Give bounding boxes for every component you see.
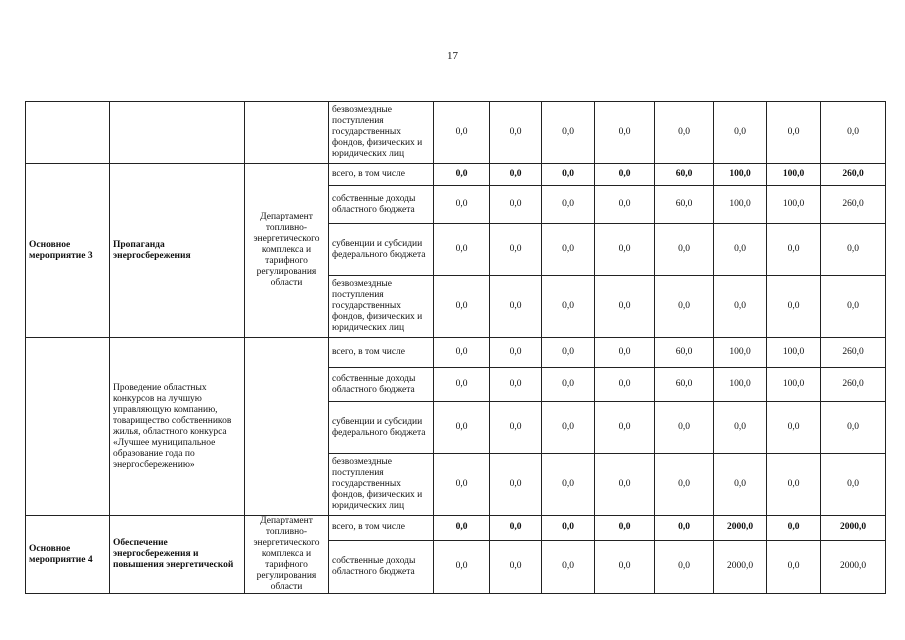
value-cell: 0,0 xyxy=(542,368,595,402)
value-cell: 0,0 xyxy=(542,276,595,338)
value-cell: 2000,0 xyxy=(821,516,886,541)
value-cell: 0,0 xyxy=(434,540,490,593)
value-cell: 0,0 xyxy=(542,164,595,186)
budget-table xyxy=(25,101,886,594)
value-cell: 0,0 xyxy=(490,276,542,338)
value-cell: 0,0 xyxy=(542,224,595,276)
value-cell: 0,0 xyxy=(767,454,821,516)
table-row xyxy=(26,516,886,541)
value-cell: 0,0 xyxy=(434,224,490,276)
value-cell: 0,0 xyxy=(767,102,821,164)
value-cell: 0,0 xyxy=(490,368,542,402)
funding-source-cell: субвенции и субсидии федерального бюджета xyxy=(329,402,434,454)
page-number: 17 xyxy=(447,50,458,62)
value-cell: 0,0 xyxy=(434,368,490,402)
value-cell: 0,0 xyxy=(595,164,655,186)
value-cell: 60,0 xyxy=(655,186,714,224)
value-cell: 260,0 xyxy=(821,338,886,368)
value-cell: 0,0 xyxy=(490,164,542,186)
value-cell: 0,0 xyxy=(434,454,490,516)
value-cell: 0,0 xyxy=(490,338,542,368)
funding-source-cell: безвозмездные поступления государственных фондов, физических и юридических лиц xyxy=(329,454,434,516)
value-cell: 0,0 xyxy=(595,454,655,516)
value-cell: 0,0 xyxy=(714,402,767,454)
funding-source-cell: всего, в том числе xyxy=(329,164,434,186)
value-cell: 100,0 xyxy=(767,164,821,186)
value-cell: 260,0 xyxy=(821,368,886,402)
value-cell: 0,0 xyxy=(542,516,595,541)
value-cell: 0,0 xyxy=(490,186,542,224)
value-cell: 0,0 xyxy=(767,540,821,593)
value-cell: 0,0 xyxy=(434,516,490,541)
value-cell: 0,0 xyxy=(595,186,655,224)
value-cell: 260,0 xyxy=(821,164,886,186)
value-cell: 0,0 xyxy=(595,516,655,541)
value-cell: 0,0 xyxy=(542,338,595,368)
measure-name-cell xyxy=(110,102,245,164)
value-cell: 0,0 xyxy=(490,224,542,276)
value-cell: 0,0 xyxy=(821,276,886,338)
funding-source-cell: безвозмездные поступления государственных фондов, физических и юридических лиц xyxy=(329,102,434,164)
value-cell: 0,0 xyxy=(655,224,714,276)
value-cell: 2000,0 xyxy=(714,516,767,541)
value-cell: 0,0 xyxy=(714,454,767,516)
table-row xyxy=(26,338,886,368)
value-cell: 0,0 xyxy=(490,540,542,593)
value-cell: 0,0 xyxy=(821,224,886,276)
value-cell: 0,0 xyxy=(542,186,595,224)
value-cell: 0,0 xyxy=(655,540,714,593)
responsible-department-cell xyxy=(245,102,329,164)
value-cell: 0,0 xyxy=(595,540,655,593)
value-cell: 0,0 xyxy=(655,516,714,541)
value-cell: 0,0 xyxy=(655,402,714,454)
value-cell: 0,0 xyxy=(434,102,490,164)
value-cell: 0,0 xyxy=(434,186,490,224)
value-cell: 0,0 xyxy=(767,276,821,338)
responsible-department-cell: Департамент топливно-энергетического комплекса и тарифного регулирования области xyxy=(245,164,329,338)
value-cell: 0,0 xyxy=(434,276,490,338)
funding-source-cell: всего, в том числе xyxy=(329,516,434,541)
value-cell: 0,0 xyxy=(595,224,655,276)
funding-source-cell: собственные доходы областного бюджета xyxy=(329,368,434,402)
value-cell: 60,0 xyxy=(655,338,714,368)
value-cell: 2000,0 xyxy=(714,540,767,593)
value-cell: 0,0 xyxy=(595,368,655,402)
responsible-department-cell: Департамент топливно-энергетического комплекса и тарифного регулирования области xyxy=(245,516,329,594)
value-cell: 0,0 xyxy=(434,338,490,368)
value-cell: 100,0 xyxy=(714,338,767,368)
value-cell: 0,0 xyxy=(595,402,655,454)
value-cell: 0,0 xyxy=(821,102,886,164)
value-cell: 0,0 xyxy=(655,276,714,338)
value-cell: 0,0 xyxy=(821,402,886,454)
funding-source-cell: безвозмездные поступления государственных фондов, физических и юридических лиц xyxy=(329,276,434,338)
responsible-department-cell xyxy=(245,338,329,516)
value-cell: 0,0 xyxy=(490,454,542,516)
measure-name-cell: Проведение областных конкурсов на лучшую управляющую компанию, товарищество собственников жилья, областного конкурса «Лучшее муниципальное образование года по энергосбережению» xyxy=(110,338,245,516)
value-cell: 0,0 xyxy=(434,402,490,454)
funding-source-cell: всего, в том числе xyxy=(329,338,434,368)
measure-code-cell xyxy=(26,102,110,164)
value-cell: 0,0 xyxy=(767,402,821,454)
value-cell: 100,0 xyxy=(714,368,767,402)
value-cell: 0,0 xyxy=(714,276,767,338)
value-cell: 0,0 xyxy=(490,402,542,454)
value-cell: 0,0 xyxy=(767,224,821,276)
measure-code-cell: Основное мероприятие 4 xyxy=(26,516,110,594)
value-cell: 100,0 xyxy=(767,186,821,224)
funding-source-cell: субвенции и субсидии федерального бюджета xyxy=(329,224,434,276)
funding-source-cell: собственные доходы областного бюджета xyxy=(329,186,434,224)
value-cell: 100,0 xyxy=(767,338,821,368)
value-cell: 0,0 xyxy=(434,164,490,186)
funding-source-cell: собственные доходы областного бюджета xyxy=(329,540,434,593)
value-cell: 100,0 xyxy=(714,186,767,224)
measure-code-cell: Основное мероприятие 3 xyxy=(26,164,110,338)
measure-name-cell: Обеспечение энергосбережения и повышения энергетической xyxy=(110,516,245,594)
value-cell: 0,0 xyxy=(490,102,542,164)
value-cell: 0,0 xyxy=(542,402,595,454)
table-row xyxy=(26,102,886,164)
value-cell: 0,0 xyxy=(714,102,767,164)
value-cell: 0,0 xyxy=(595,276,655,338)
value-cell: 60,0 xyxy=(655,368,714,402)
value-cell: 60,0 xyxy=(655,164,714,186)
measure-code-cell xyxy=(26,338,110,516)
value-cell: 260,0 xyxy=(821,186,886,224)
value-cell: 0,0 xyxy=(655,454,714,516)
value-cell: 0,0 xyxy=(821,454,886,516)
value-cell: 2000,0 xyxy=(821,540,886,593)
value-cell: 0,0 xyxy=(490,516,542,541)
value-cell: 0,0 xyxy=(542,102,595,164)
value-cell: 0,0 xyxy=(542,454,595,516)
measure-name-cell: Пропаганда энергосбережения xyxy=(110,164,245,338)
value-cell: 100,0 xyxy=(767,368,821,402)
value-cell: 0,0 xyxy=(767,516,821,541)
value-cell: 0,0 xyxy=(655,102,714,164)
value-cell: 0,0 xyxy=(595,102,655,164)
value-cell: 0,0 xyxy=(542,540,595,593)
value-cell: 0,0 xyxy=(595,338,655,368)
table-row xyxy=(26,164,886,186)
value-cell: 0,0 xyxy=(714,224,767,276)
value-cell: 100,0 xyxy=(714,164,767,186)
